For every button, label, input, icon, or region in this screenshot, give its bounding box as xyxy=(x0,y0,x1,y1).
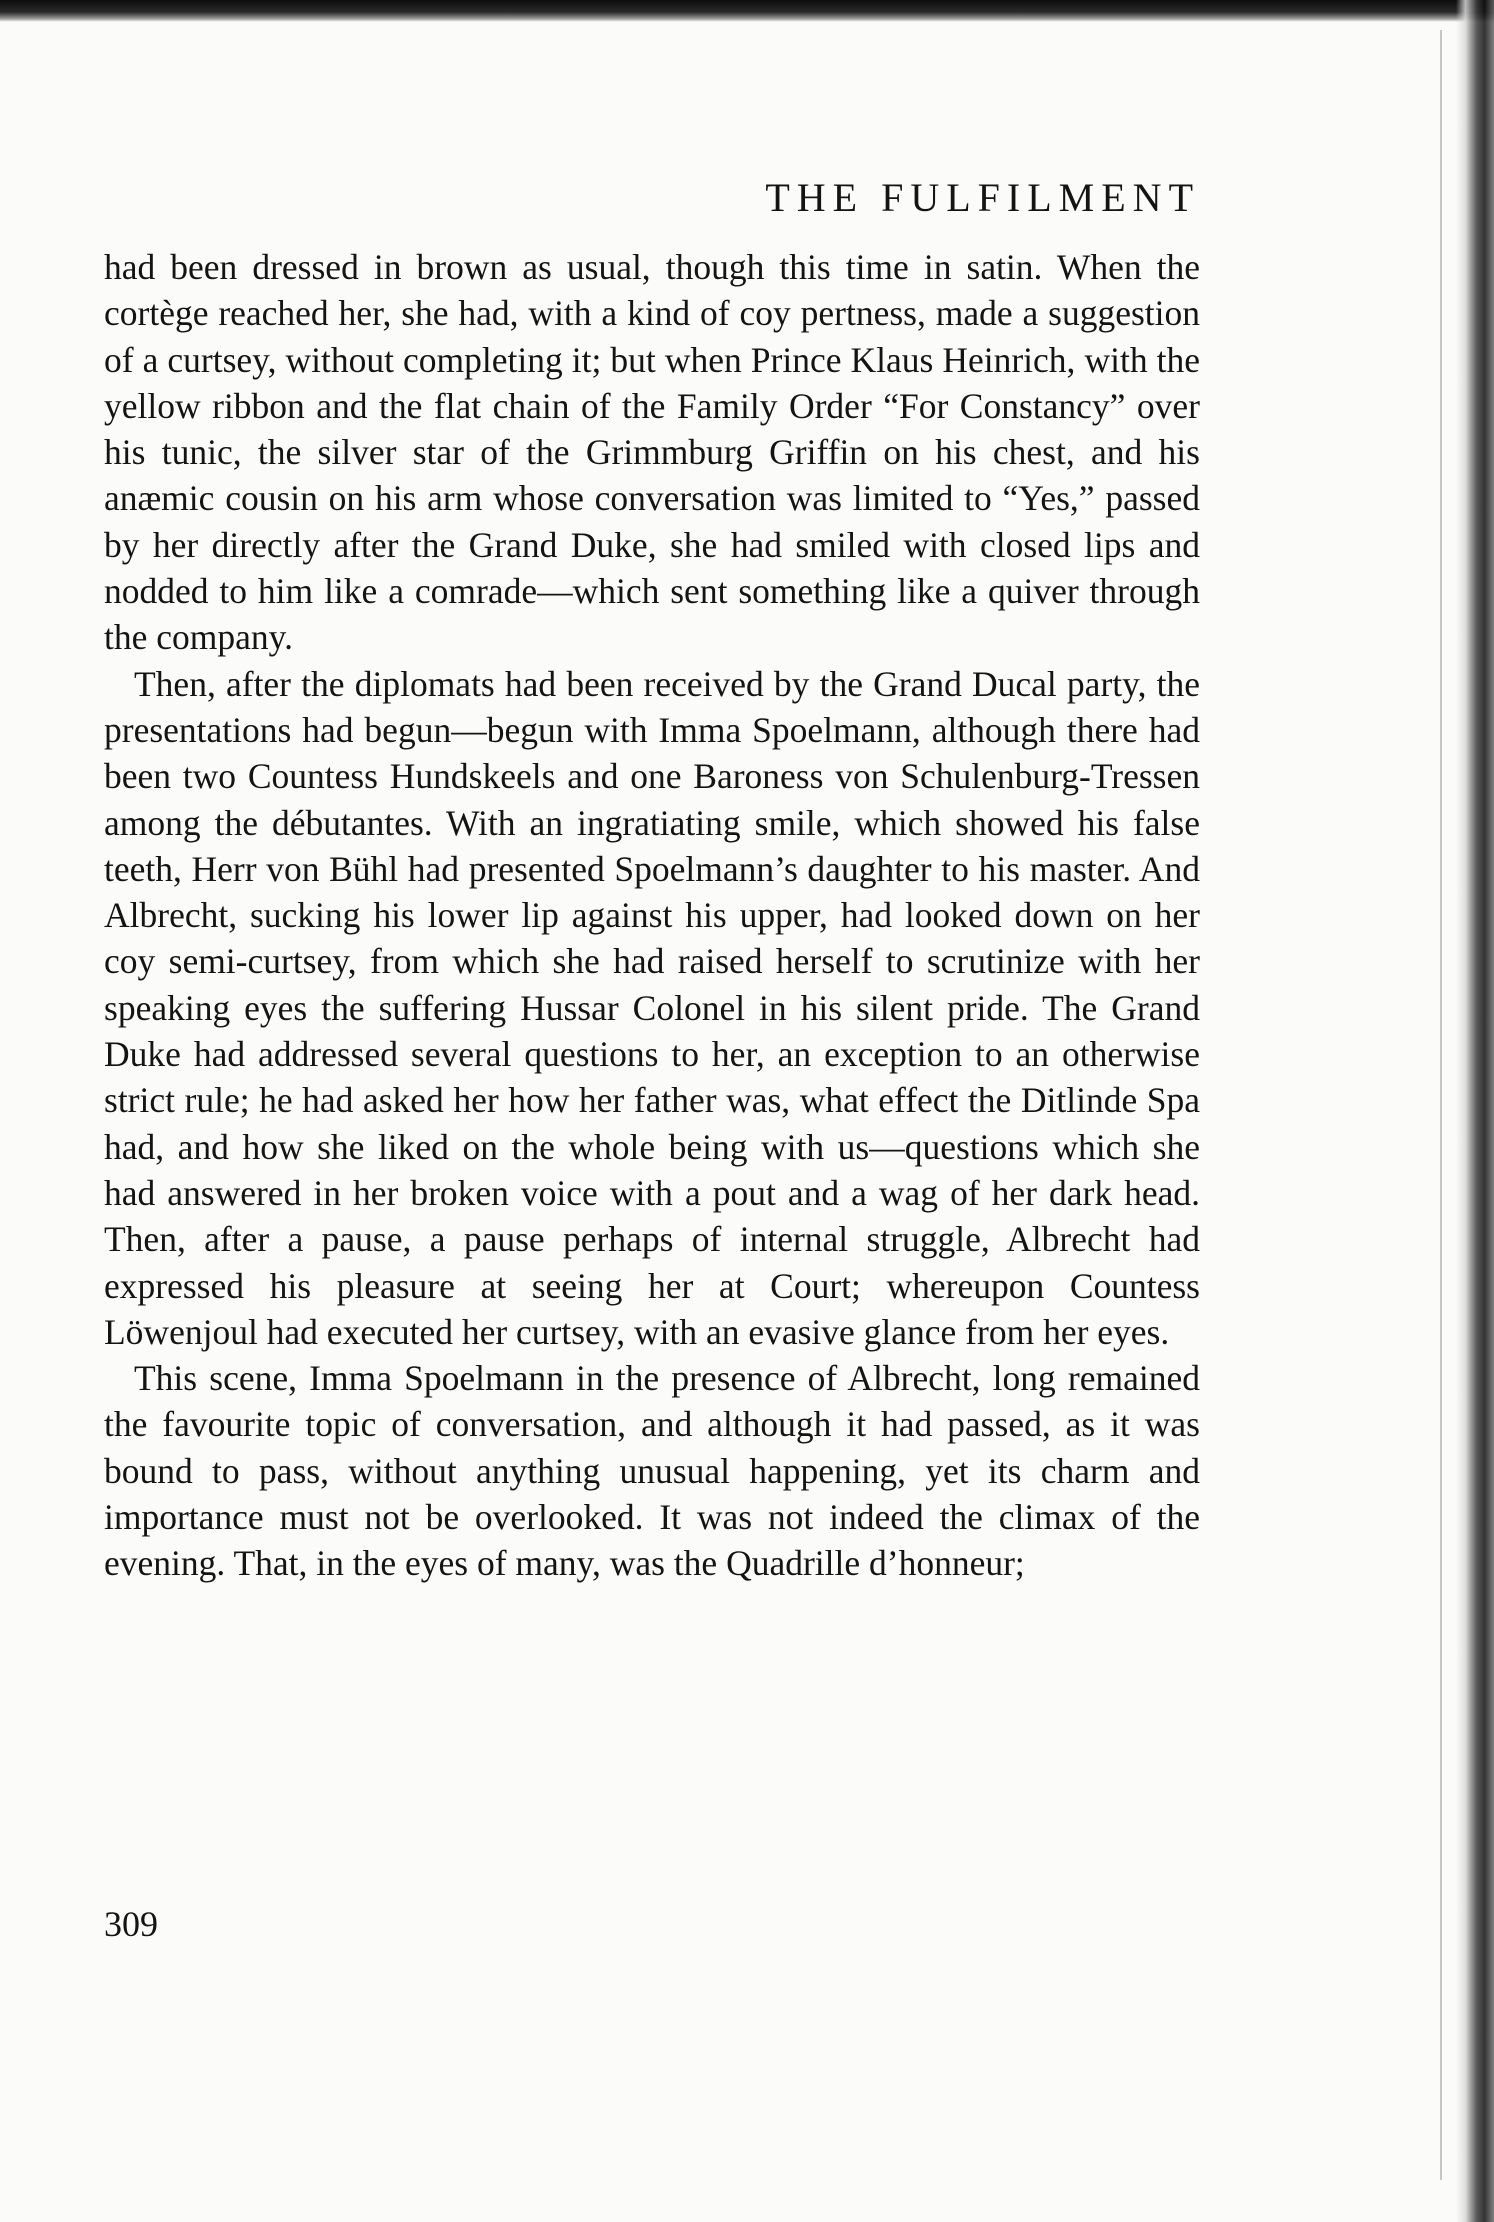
gutter-line xyxy=(1440,30,1442,2180)
scan-top-edge xyxy=(0,0,1494,22)
running-head: THE FULFILMENT xyxy=(765,175,1200,220)
book-binding-edge xyxy=(1456,0,1494,2222)
page-number: 309 xyxy=(104,1904,158,1944)
paragraph: had been dressed in brown as usual, though this time in satin. When the cortège reached her, she had, with a kind of coy pertness, made a suggestion of a curtsey, without completing it; but when Prince Klaus Heinrich, with the yellow ribbon and the flat chain of the Family Order “For Constancy” over his tunic, the silver star of the Grimmburg Griffin on his chest, and his anæmic cousin on his arm whose conversation was limited to “Yes,” passed by her directly after the Grand Duke, she had smiled with closed lips and nodded to him like a comrade—which sent something like a quiver through the company. xyxy=(104,247,1200,658)
paragraph: Then, after the diplomats had been received by the Grand Ducal party, the presentations had begun—begun with Imma Spoelmann, although there had been two Countess Hundskeels and one Baroness von Schulenburg-Tressen among the débutantes. With an ingratiating smile, which showed his false teeth, Herr von Bühl had presented Spoelmann’s daughter to his master. And Albrecht, sucking his lower lip against his upper, had looked down on her coy semi-curtsey, from which she had raised herself to scrutinize with her speaking eyes the suffering Hussar Colonel in his silent pride. The Grand Duke had addressed several questions to her, an exception to an otherwise strict rule; he had asked her how her father was, what effect the Ditlinde Spa had, and how she liked on the whole being with us—questions which she had answered in her broken voice with a pout and a wag of her dark head. Then, after a pause, a pause perhaps of internal struggle, Albrecht had expressed his pleasure at seeing her at Court; whereupon Countess Löwenjoul had executed her curtsey, with an evasive glance from her eyes. xyxy=(104,663,1200,1352)
paragraph: This scene, Imma Spoelmann in the presence of Albrecht, long remained the favourite topic of conversation, and although it had passed, as it was bound to pass, without anything unusual happening, yet its charm and importance must not be overlooked. It was not indeed the climax of the evening. That, in the eyes of many, was the Quadrille d’honneur; xyxy=(104,1358,1200,1584)
body-text xyxy=(104,244,1200,1587)
